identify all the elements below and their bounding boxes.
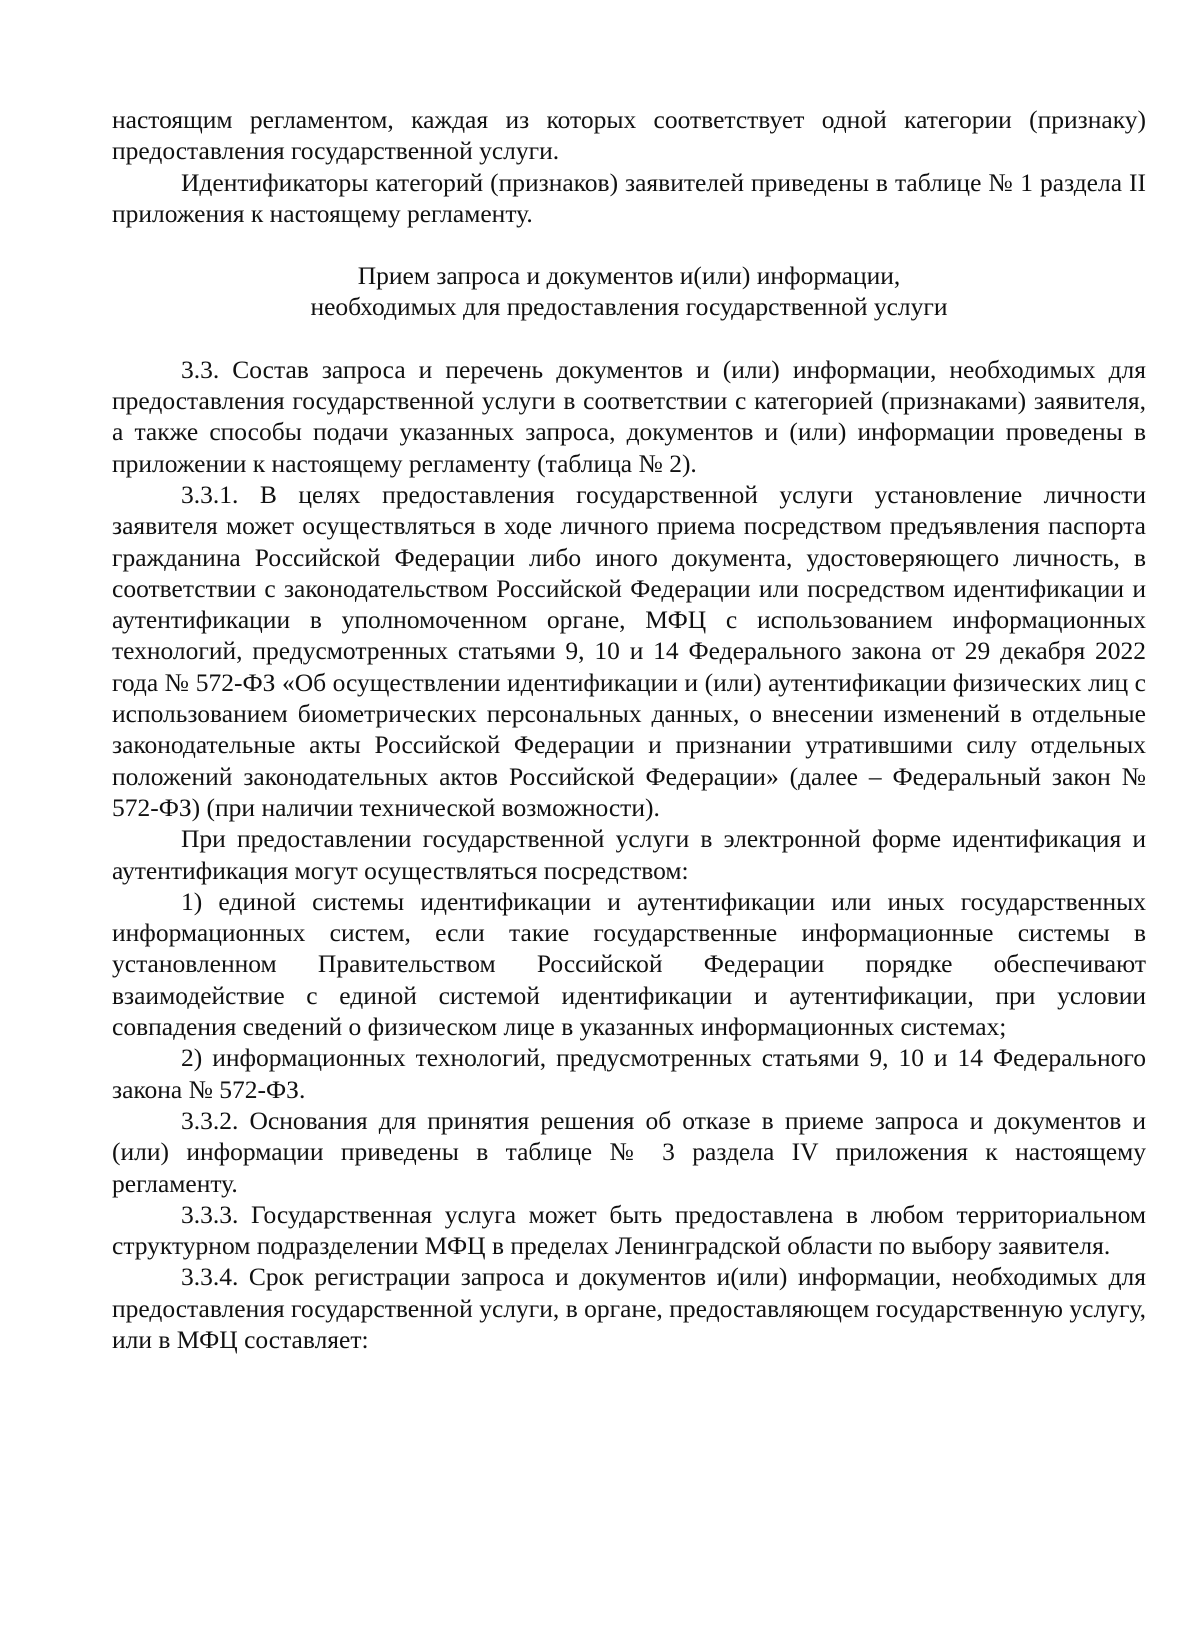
- paragraph-3-3-2: 3.3.2. Основания для принятия решения об отказе в приеме запроса и документов и (или) информации приведены в таблице № 3 раздела IV приложения к настоящему регламенту.: [112, 1105, 1146, 1198]
- paragraph-3-3-3: 3.3.3. Государственная услуга может быть предоставлена в любом территориальном структурном подразделении МФЦ в пределах Ленинградской области по выбору заявителя.: [112, 1199, 1146, 1261]
- section-heading-line-1: Прием запроса и документов и(или) информации,: [357, 261, 901, 291]
- paragraph-item-1: 1) единой системы идентификации и аутентификации или иных государственных информационных систем, если такие государственные информационные системы в установленном Правительством Российской Федерации порядке обеспечивают взаимодействие с единой системой идентификации и аутентификации, при условии совпадения сведений о физическом лице в указанных информационных системах;: [112, 886, 1146, 1042]
- paragraph-electronic-form: При предоставлении государственной услуги в электронной форме идентификация и аутентификация могут осуществляться посредством:: [112, 824, 1146, 885]
- paragraph-identifiers: Идентификаторы категорий (признаков) заявителей приведены в таблице № 1 раздела II приложения к настоящему регламенту.: [112, 167, 1146, 228]
- section-heading: [112, 260, 1146, 323]
- paragraph-3-3-1: 3.3.1. В целях предоставления государственной услуги установление личности заявителя может осуществляться в ходе личного приема посредством предъявления паспорта гражданина Российской Федерации либо иного документа, удостоверяющего личность, в соответствии с законодательством Российской Федерации или посредством идентификации и аутентификации в уполномоченном органе, МФЦ с использованием информационных технологий, предусмотренных статьями 9, 10 и 14 Федерального закона от 29 декабря 2022 года № 572-ФЗ «Об осуществлении идентификации и (или) аутентификации физических лиц с использованием биометрических персональных данных, о внесении изменений в отдельные законодательные акты Российской Федерации и признании утратившими силу отдельных положений законодательных актов Российской Федерации» (далее – Федеральный закон № 572-ФЗ) (при наличии технической возможности).: [112, 479, 1146, 822]
- spacer: [112, 323, 1146, 354]
- section-heading-line-2: необходимых для предоставления государственной услуги: [310, 292, 948, 322]
- document-page: [112, 104, 1146, 1355]
- paragraph-3-3: 3.3. Состав запроса и перечень документов и (или) информации, необходимых для предоставления государственной услуги в соответствии с категорией (признаками) заявителя, а также способы подачи указанных запроса, документов и (или) информации проведены в приложении к настоящему регламенту (таблица № 2).: [112, 354, 1146, 478]
- paragraph-3-3-4: 3.3.4. Срок регистрации запроса и документов и(или) информации, необходимых для предоставления государственной услуги, в органе, предоставляющем государственную услугу, или в МФЦ составляет:: [112, 1262, 1146, 1354]
- paragraph-continuation: настоящим регламентом, каждая из которых соответствует одной категории (признаку) предоставления государственной услуги.: [112, 105, 1146, 166]
- spacer: [112, 229, 1146, 260]
- paragraph-item-2: 2) информационных технологий, предусмотренных статьями 9, 10 и 14 Федерального закона № 572-ФЗ.: [112, 1043, 1146, 1104]
